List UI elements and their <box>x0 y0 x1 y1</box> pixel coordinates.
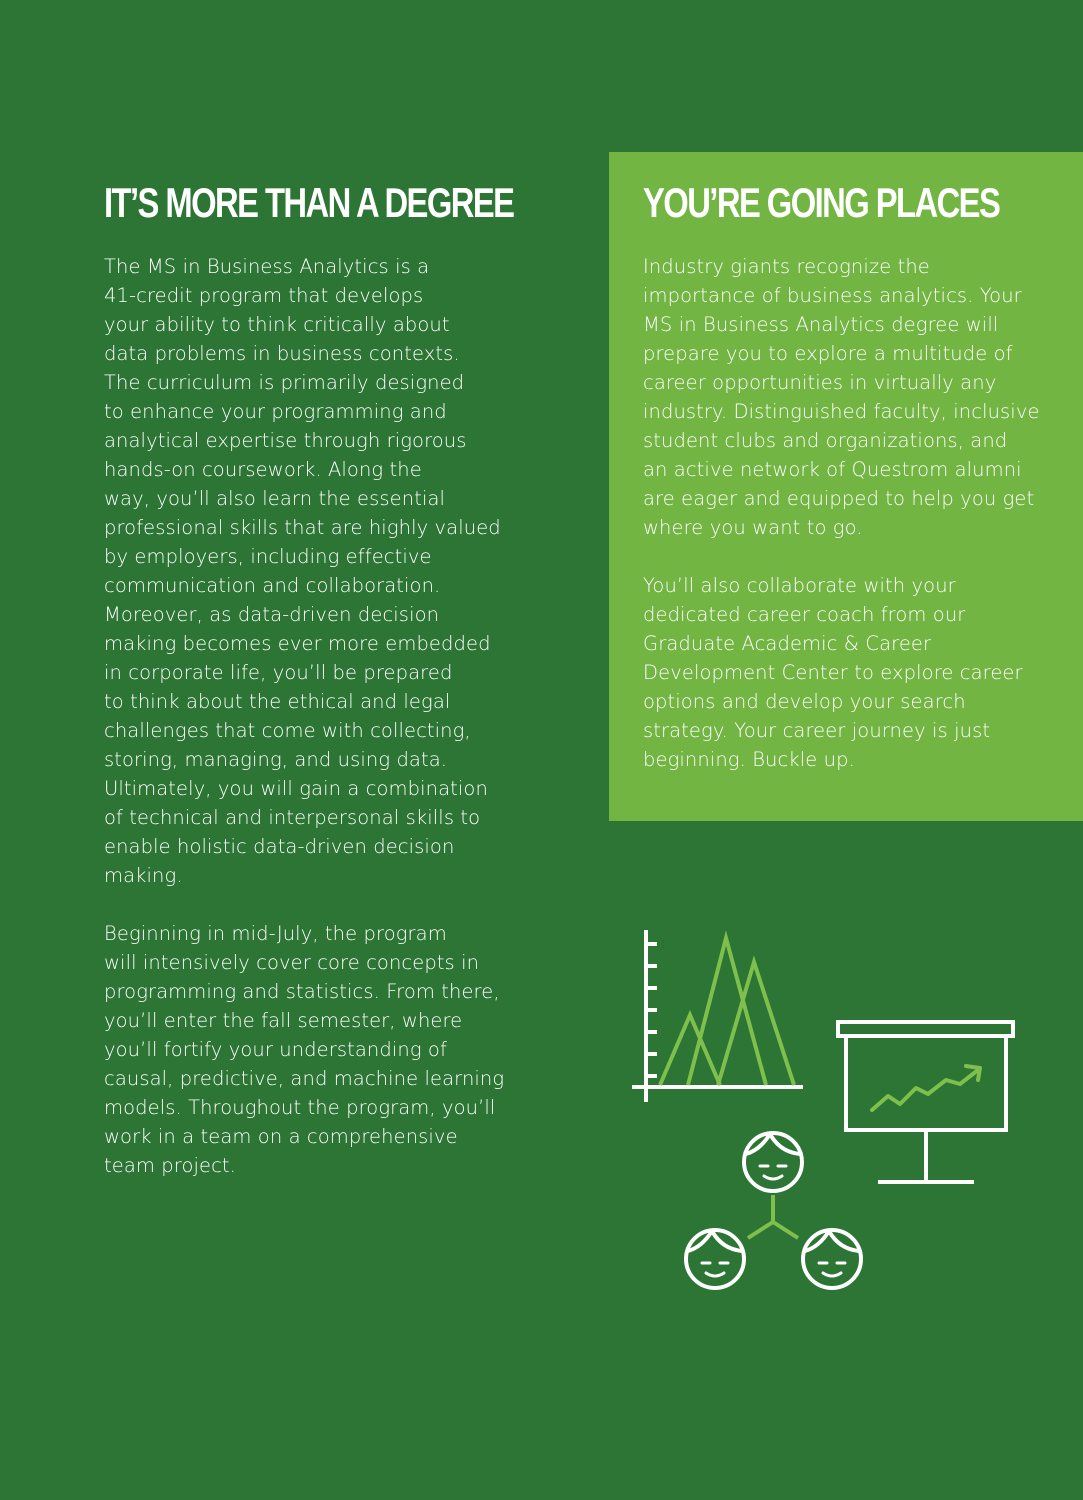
text-line: are eager and equipped to help you get <box>643 487 1035 510</box>
text-line: an active network of Questrom alumni <box>643 458 1022 481</box>
text-line: work in a team on a comprehensive <box>104 1125 458 1148</box>
text-line: Graduate Academic & Career <box>643 632 932 655</box>
text-line: way, you’ll also learn the essential <box>104 487 446 510</box>
text-line: analytical expertise through rigorous <box>104 429 467 452</box>
text-line: Development Center to explore career <box>643 661 1023 684</box>
text-line: Ultimately, you will gain a combination <box>104 777 488 800</box>
presentation-board-icon <box>838 1022 1013 1182</box>
text-line: career opportunities in virtually any <box>643 371 997 394</box>
chart-peaks-icon <box>632 930 803 1102</box>
text-line: models. Throughout the program, you’ll <box>104 1096 496 1119</box>
text-line: in corporate life, you’ll be prepared <box>104 661 453 684</box>
text-line: The MS in Business Analytics is a <box>104 255 430 278</box>
text-line: student clubs and organizations, and <box>643 429 1008 452</box>
text-line: Beginning in mid-July, the program <box>104 922 447 945</box>
text-line: to think about the ethical and legal <box>104 690 451 713</box>
text-line: enable holistic data-driven decision <box>104 835 455 858</box>
text-line: dedicated career coach from our <box>643 603 966 626</box>
right-panel <box>609 152 1083 821</box>
right-paragraph-2 <box>643 571 1073 774</box>
text-line: challenges that come with collecting, <box>104 719 471 742</box>
text-line: prepare you to explore a multitude of <box>643 342 1013 365</box>
left-heading: IT’S MORE THAN A DEGREE <box>104 179 514 226</box>
text-line: storing, managing, and using data. <box>104 748 448 771</box>
left-column <box>104 179 514 1180</box>
text-line: options and develop your search <box>643 690 966 713</box>
text-line: professional skills that are highly valued <box>104 516 501 539</box>
text-line: to enhance your programming and <box>104 400 447 423</box>
text-line: beginning. Buckle up. <box>643 748 855 771</box>
text-line: you’ll fortify your understanding of <box>104 1038 447 1061</box>
text-line: you’ll enter the fall semester, where <box>104 1009 463 1032</box>
text-line: programming and statistics. From there, <box>104 980 500 1003</box>
text-line: making. <box>104 864 183 887</box>
text-line: communication and collaboration. <box>104 574 441 597</box>
right-heading: YOU’RE GOING PLACES <box>643 179 1000 226</box>
text-line: MS in Business Analytics degree will <box>643 313 999 336</box>
text-line: importance of business analytics. Your <box>643 284 1022 307</box>
text-line: where you want to go. <box>643 516 863 539</box>
text-line: industry. Distinguished faculty, inclusive <box>643 400 1040 423</box>
text-line: Industry giants recognize the <box>643 255 930 278</box>
text-line: team project. <box>104 1154 236 1177</box>
text-line: causal, predictive, and machine learning <box>104 1067 505 1090</box>
text-line: hands-on coursework. Along the <box>104 458 422 481</box>
illustration <box>620 920 1040 1310</box>
right-paragraph-1 <box>643 252 1073 542</box>
text-line: You’ll also collaborate with your <box>643 574 956 597</box>
text-line: your ability to think critically about <box>104 313 450 336</box>
text-line: making becomes ever more embedded <box>104 632 491 655</box>
text-line: The curriculum is primarily designed <box>104 371 465 394</box>
text-line: strategy. Your career journey is just <box>643 719 991 742</box>
text-line: Moreover, as data-driven decision <box>104 603 440 626</box>
left-paragraph-1 <box>104 252 504 890</box>
text-line: will intensively cover core concepts in <box>104 951 480 974</box>
team-network-icon <box>686 1133 861 1288</box>
text-line: 41-credit program that develops <box>104 284 424 307</box>
text-line: data problems in business contexts. <box>104 342 460 365</box>
left-paragraph-2 <box>104 919 504 1180</box>
text-line: of technical and interpersonal skills to <box>104 806 481 829</box>
text-line: by employers, including effective <box>104 545 432 568</box>
